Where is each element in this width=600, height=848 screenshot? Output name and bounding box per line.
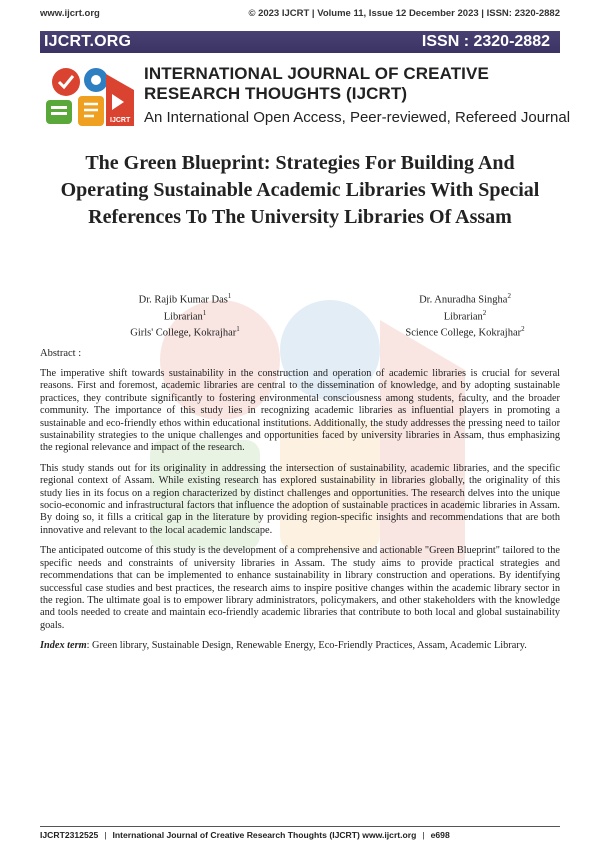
footer-separator: | <box>104 829 107 840</box>
author-affiliation: Science College, Kokrajhar <box>405 327 522 339</box>
running-header <box>40 6 560 20</box>
index-terms-list: : Green library, Sustainable Design, Renewable Energy, Eco-Friendly Practices, Assam, Academic Library. <box>86 640 527 652</box>
author-role: Librarian <box>163 311 203 322</box>
author-role-sup: 1 <box>202 308 207 317</box>
ijcrt-logo-icon <box>40 60 138 134</box>
abstract-paragraph-1: The imperative shift towards sustainability in the construction and operation of academic libraries is crucial for several reasons. First and foremost, academic libraries are central to the dissemination of knowledge, and by adopting sustainable practices, they contribute significantly to fostering environmental consciousness among students, faculty, and the broader community. The importance of this study lies in recognizing academic libraries as influential players in promoting a sustainable and eco-friendly ethos within educational institutions. Additionally, the study addresses the pressing need to tailor sustainability strategies to the unique challenges and opportunities faced by university libraries in Assam, thus emphasizing the regional relevance and impact of the research. <box>40 368 560 454</box>
masthead <box>40 60 571 138</box>
paper-id: IJCRT2312525 <box>40 829 99 840</box>
journal-name: INTERNATIONAL JOURNAL OF CREATIVE RESEARCH THOUGHTS (IJCRT) <box>144 64 489 103</box>
index-terms-label: Index term <box>40 640 87 652</box>
author-sup: 2 <box>507 292 511 300</box>
abstract-body <box>40 368 560 661</box>
author-role-sup: 2 <box>482 308 487 317</box>
journal-url[interactable]: www.ijcrt.org <box>40 7 100 19</box>
author-1 <box>100 290 270 340</box>
author-affil-sup: 2 <box>521 325 525 333</box>
journal-tagline: An International Open Access, Peer-reviewed, Refereed Journal <box>144 109 571 126</box>
issn-label: ISSN : 2320-2882 <box>421 33 550 50</box>
author-affil-sup: 1 <box>236 325 240 333</box>
abstract-label: Abstract : <box>40 348 82 359</box>
logo-text: IJCRT <box>110 117 131 124</box>
page-number: e698 <box>430 829 450 840</box>
abstract-paragraph-3: The anticipated outcome of this study is the development of a comprehensive and actionable "Green Blueprint" tailored to the specific needs and constraints of university libraries in Assam. The study aims to provide practical strategies and recommendations that can be implemented to enhance sustainability in library construction and operations. By identifying successful case studies and best practices, the research aims to inspire positive changes within the academic library sector in the region. The ultimate goal is to empower library administrators, policymakers, and other stakeholders with the knowledge and tools needed to create and maintain eco-friendly academic libraries that contribute to both local and global sustainability goals. <box>40 545 560 631</box>
paper-title: The Green Blueprint: Strategies For Building And Operating Sustainable Academic Libraries With Special References To The University Libraries Of Assam <box>60 152 540 228</box>
author-affiliation: Girls' College, Kokrajhar <box>130 327 237 339</box>
footer-journal: International Journal of Creative Research Thoughts (IJCRT) www.ijcrt.org <box>112 829 417 840</box>
page-footer <box>40 826 560 840</box>
author-block <box>40 290 560 340</box>
footer-separator: | <box>422 829 425 840</box>
author-name: Dr. Anuradha Singha <box>419 294 508 306</box>
abstract-paragraph-2: This study stands out for its originality in addressing the intersection of sustainability, academic libraries, and the specific regional context of Assam. While existing research has explored sustainability in libraries globally, the originality of this study lies in its focus on a region characterized by distinct challenges and opportunities. The research delves into the unique socio-economic and infrastructural factors that influence the adoption of sustainable practices in academic libraries in Assam. By doing so, it fills a critical gap in the literature by providing region-specific insights and recommendations that are both innovative and relevant to the local academic landscape. <box>40 462 560 536</box>
citation-line: © 2023 IJCRT | Volume 11, Issue 12 December 2023 | ISSN: 2320-2882 <box>248 7 560 19</box>
site-label: IJCRT.ORG <box>44 33 132 50</box>
author-name: Dr. Rajib Kumar Das <box>138 294 228 306</box>
author-2 <box>380 290 550 340</box>
author-role: Librarian <box>443 311 483 322</box>
journal-banner <box>40 31 560 53</box>
author-sup: 1 <box>227 292 232 300</box>
index-terms <box>40 640 560 652</box>
